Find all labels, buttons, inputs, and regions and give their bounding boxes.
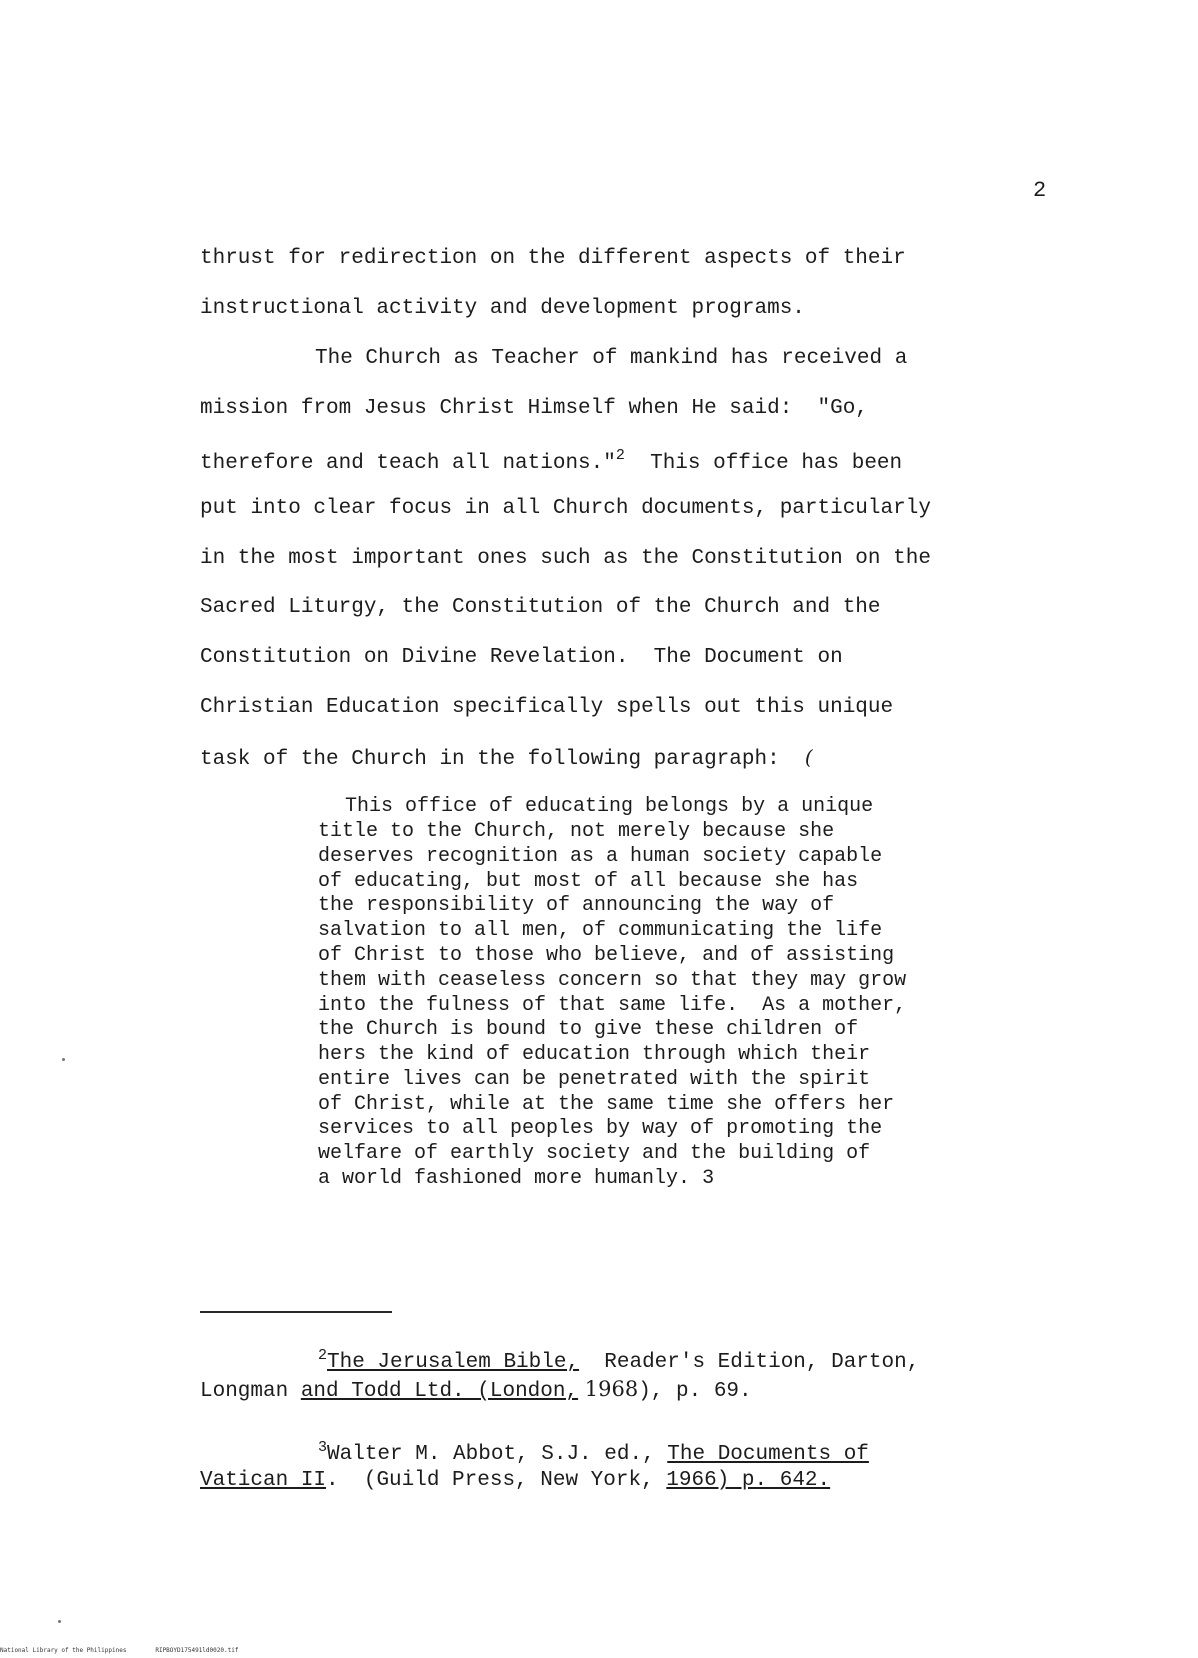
body-line-8: Sacred Liturgy, the Constitution of the Church and the (200, 596, 881, 619)
body-line-10: Christian Education specifically spells out this unique (200, 696, 894, 719)
quote-line-10: the Church is bound to give these children of (318, 1018, 859, 1041)
quote-line-16 (318, 1169, 714, 1189)
quote-line-6: salvation to all men, of communicating the life (318, 919, 883, 942)
footnote-2-line2-underlined: and Todd Ltd. (London, (300, 1380, 579, 1403)
footnote-2-rest: Reader's Edition, Darton, (579, 1351, 920, 1374)
footnote-ref-2: 2 (615, 447, 625, 464)
quote-line-15: welfare of earthly society and the building of (318, 1142, 871, 1165)
body-line-2: instructional activity and development programs. (200, 297, 805, 320)
body-line-5-text: therefore and teach all nations." (200, 452, 616, 475)
page-number: 2 (1033, 178, 1047, 203)
footnote-2-title: The Jerusalem Bible, (327, 1351, 580, 1374)
footnote-2-number: 2 (318, 1347, 328, 1364)
scan-footer-strip (0, 1647, 238, 1654)
footnote-2-line2-start: Longman (200, 1380, 301, 1403)
footnote-ref-3: 3 (702, 1167, 715, 1190)
footnote-3-author: Walter M. Abbot, S.J. ed., (327, 1443, 668, 1466)
footnote-3-title-part2: Vatican II (200, 1469, 327, 1492)
handwritten-mark: ( (804, 745, 813, 769)
footnote-3-title-part1: The Documents of (667, 1443, 869, 1466)
body-line-3: The Church as Teacher of mankind has received a (315, 347, 908, 370)
quote-line-8: them with ceaseless concern so that they may grow (318, 969, 907, 992)
body-line-5-tail: This office has been (624, 452, 903, 475)
body-line-11 (200, 747, 813, 770)
scan-footer-left: National Library of the Philippines (0, 1647, 127, 1654)
scan-speck (58, 1620, 61, 1623)
body-line-4: mission from Jesus Christ Himself when He said: "Go, (200, 397, 868, 420)
quote-line-12: entire lives can be penetrated with the spirit (318, 1068, 871, 1091)
body-line-6: put into clear focus in all Church documents, particularly (200, 497, 931, 520)
body-line-7: in the most important ones such as the Constitution on the (200, 547, 931, 570)
footnote-3-number: 3 (318, 1439, 328, 1456)
body-line-9: Constitution on Divine Revelation. The Document on (200, 646, 843, 669)
quote-line-11: hers the kind of education through which their (318, 1043, 871, 1066)
footnote-3-line2-rest: . (Guild Press, New York, (326, 1469, 667, 1492)
footnote-3-line-2 (200, 1470, 830, 1491)
quote-line-5: the responsibility of announcing the way of (318, 894, 835, 917)
quote-line-9: into the fulness of that same life. As a mother, (318, 994, 907, 1017)
footnote-3-line-1 (318, 1440, 869, 1465)
footnote-2-line-2 (200, 1379, 752, 1402)
scan-speck (62, 1058, 65, 1061)
footnote-2-line2-end: ), p. 69. (638, 1380, 752, 1403)
footnote-2-line-1 (318, 1348, 919, 1373)
quote-line-13: of Christ, while at the same time she offers her (318, 1093, 895, 1116)
quote-line-3: deserves recognition as a human society capable (318, 845, 883, 868)
quote-line-16-text: a world fashioned more humanly. (318, 1167, 691, 1190)
scan-footer-right: RIPBOYD175491ld0020.tif (155, 1647, 239, 1654)
quote-line-1: This office of educating belongs by a unique (345, 795, 874, 818)
quote-line-4: of educating, but most of all because she has (318, 870, 859, 893)
body-line-11-text: task of the Church in the following paragraph: (200, 748, 780, 771)
body-line-1: thrust for redirection on the different aspects of their (200, 247, 906, 270)
footnote-2-year: 1968 (578, 1377, 639, 1401)
quote-line-14: services to all peoples by way of promoting the (318, 1117, 883, 1140)
footnote-3-year: 1966) p. 642. (666, 1469, 831, 1492)
quote-line-7: of Christ to those who believe, and of assisting (318, 944, 895, 967)
body-line-5 (200, 448, 902, 474)
quote-line-2: title to the Church, not merely because she (318, 820, 835, 843)
footnote-separator (200, 1311, 392, 1313)
